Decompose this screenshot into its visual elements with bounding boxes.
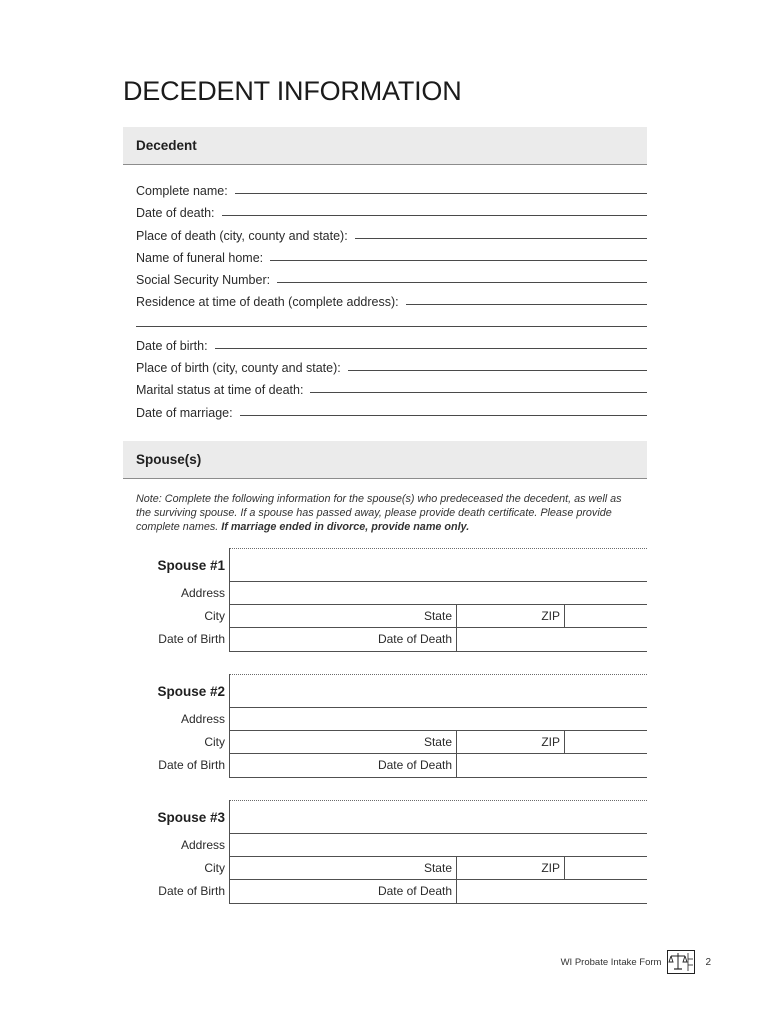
spouse-1-name-line[interactable] [229,581,647,582]
marital-status-line[interactable] [310,392,647,393]
spouse-3-zip-label: ZIP [541,861,560,875]
spouse-3-dates-line[interactable] [229,903,647,904]
spouse-2-address-line[interactable] [229,730,647,731]
spouse-3-city-line[interactable] [229,879,647,880]
place-of-birth-field[interactable] [136,355,647,375]
spouse-2-state-divider [456,730,457,778]
spouse-3-state-divider [456,856,457,904]
date-of-marriage-label: Date of marriage: [136,406,233,420]
date-of-birth-line[interactable] [215,348,647,349]
spouse-1-dates-line[interactable] [229,651,647,652]
spouse-2-zip-label: ZIP [541,735,560,749]
date-of-birth-label: Date of birth: [136,339,208,353]
spouse-1-top-line [229,548,647,549]
spouse-1-block [0,548,770,678]
date-of-marriage-line[interactable] [240,415,647,416]
spouse-3-top-line [229,800,647,801]
spouse-2-left-rule [229,674,230,778]
spouse-note-bold: If marriage ended in divorce, provide name only. [221,521,470,533]
date-of-death-line[interactable] [222,215,647,216]
spouse-2-block [0,674,770,804]
marital-status-field[interactable] [136,377,647,397]
scales-of-justice-icon [668,951,694,973]
date-of-marriage-field[interactable] [136,400,647,420]
spouse-2-dob-label: Date of Birth [158,758,225,772]
page-title: DECEDENT INFORMATION [123,76,462,106]
spouse-3-dob-label: Date of Birth [158,884,225,898]
spouse-1-city-label: City [204,609,225,623]
spouse-1-left-rule [229,548,230,652]
residence-field[interactable] [136,289,647,309]
spouse-2-top-line [229,674,647,675]
spouse-1-zip-divider [564,604,565,628]
spouse-3-city-label: City [204,861,225,875]
spouse-2-dod-label: Date of Death [377,758,452,772]
spouse-2-state-label: State [423,735,452,749]
ssn-line[interactable] [277,282,647,283]
complete-name-field[interactable] [136,178,647,198]
spouse-2-city-label: City [204,735,225,749]
spouse-note-text: Note: Complete the following information for the spouse(s) who predeceased the decedent, as well as the surviving spouse. If a spouse has passed away, please provide death certificate. Please provide complete names. [136,493,622,533]
spouse-1-title: Spouse #1 [157,558,225,573]
spouse-2-name-line[interactable] [229,707,647,708]
spouse-2-city-line[interactable] [229,753,647,754]
place-of-death-field[interactable] [136,223,647,243]
spouse-2-address-label: Address [180,712,225,726]
date-of-birth-field[interactable] [136,333,647,353]
spouse-3-state-label: State [423,861,452,875]
spouse-1-zip-label: ZIP [541,609,560,623]
spouse-1-city-line[interactable] [229,627,647,628]
funeral-home-field[interactable] [136,245,647,265]
ssn-label: Social Security Number: [136,273,271,287]
spouse-section-title: Spouse(s) [136,452,202,467]
complete-name-label: Complete name: [136,184,228,198]
spouse-3-block [0,800,770,930]
spouse-3-address-line[interactable] [229,856,647,857]
spouse-1-dod-label: Date of Death [377,632,452,646]
page-number: 2 [705,956,711,968]
page-footer [561,950,711,974]
place-of-death-label: Place of death (city, county and state): [136,229,348,243]
spouse-1-address-label: Address [180,586,225,600]
residence-continuation-line[interactable] [136,326,647,327]
date-of-death-field[interactable] [136,200,647,220]
spouse-1-dob-label: Date of Birth [158,632,225,646]
decedent-section-header [123,127,647,165]
spouse-3-name-line[interactable] [229,833,647,834]
spouse-1-state-label: State [423,609,452,623]
spouse-3-title: Spouse #3 [157,810,225,825]
place-of-birth-label: Place of birth (city, county and state): [136,361,341,375]
funeral-home-label: Name of funeral home: [136,251,264,265]
spouse-3-zip-divider [564,856,565,880]
complete-name-line[interactable] [235,193,647,194]
date-of-death-label: Date of death: [136,206,215,220]
scales-of-justice-logo-icon [667,950,695,974]
residence-label: Residence at time of death (complete address): [136,295,399,309]
residence-line[interactable] [406,304,647,305]
spouse-1-state-divider [456,604,457,652]
marital-status-label: Marital status at time of death: [136,383,304,397]
funeral-home-line[interactable] [270,260,647,261]
spouse-section-header [123,441,647,479]
spouse-2-title: Spouse #2 [157,684,225,699]
spouse-note [136,492,636,534]
footer-form-name: WI Probate Intake Form [560,956,662,968]
decedent-section-title: Decedent [136,138,197,153]
spouse-1-address-line[interactable] [229,604,647,605]
place-of-birth-line[interactable] [348,370,647,371]
spouse-2-zip-divider [564,730,565,754]
spouse-3-address-label: Address [180,838,225,852]
spouse-3-dod-label: Date of Death [377,884,452,898]
place-of-death-line[interactable] [355,238,647,239]
spouse-2-dates-line[interactable] [229,777,647,778]
spouse-3-left-rule [229,800,230,904]
ssn-field[interactable] [136,267,647,287]
